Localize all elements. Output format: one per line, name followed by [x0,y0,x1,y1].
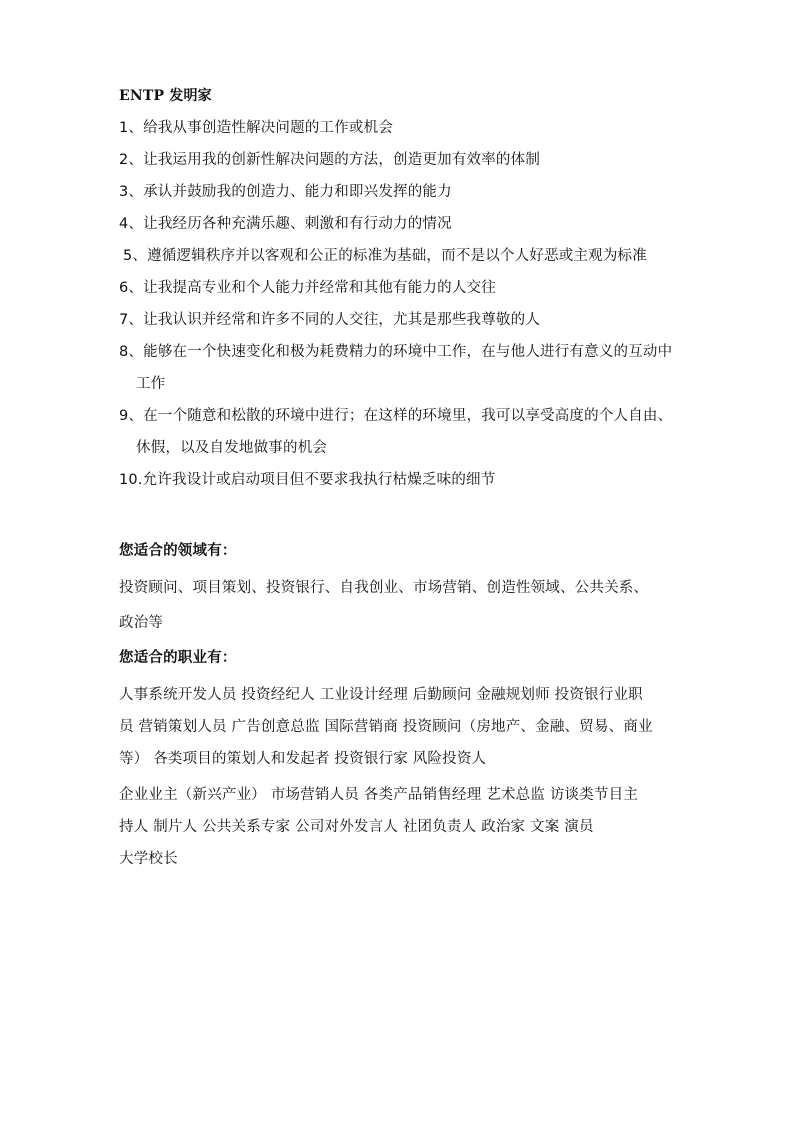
careers-heading: 您适合的职业有： [119,649,237,666]
list-item: 2、让我运用我的创新性解决问题的方法，创造更加有效率的体制 [119,152,541,168]
list-item: 8、能够在一个快速变化和极为耗费精力的环境中工作，在与他人进行有意义的互动中 [119,344,673,360]
list-item-continuation: 工作 [136,376,166,392]
careers-line: 人事系统开发人员 投资经纪人 工业设计经理 后勤顾问 金融规划师 投资银行业职 [119,687,643,703]
careers-line: 持人 制片人 公共关系专家 公司对外发言人 社团负责人 政治家 文案 演员 [119,819,594,835]
careers-line: 大学校长 [119,851,178,867]
fields-heading: 您适合的领域有： [119,542,237,559]
careers-line: 等） 各类项目的策划人和发起者 投资银行家 风险投资人 [119,751,487,767]
list-item-continuation: 休假，以及自发地做事的机会 [136,440,328,456]
list-item: 7、让我认识并经常和许多不同的人交往，尤其是那些我尊敬的人 [119,312,541,328]
fields-line: 政治等 [119,615,164,631]
careers-line: 员 营销策划人员 广告创意总监 国际营销商 投资顾问（房地产、金融、贸易、商业 [119,719,653,735]
list-item: 4、让我经历各种充满乐趣、刺激和有行动力的情况 [119,216,452,232]
list-item: 6、让我提高专业和个人能力并经常和其他有能力的人交往 [119,280,496,296]
list-item: 10.允许我设计或启动项目但不要求我执行枯燥乏味的细节 [119,472,496,488]
list-item: 1、给我从事创造性解决问题的工作或机会 [119,120,394,136]
list-item: 3、承认并鼓励我的创造力、能力和即兴发挥的能力 [119,184,452,200]
careers-line: 企业业主（新兴产业） 市场营销人员 各类产品销售经理 艺术总监 访谈类节目主 [119,787,639,803]
document-title: ENTP 发明家 [119,88,212,104]
list-item: 5、遵循逻辑秩序并以客观和公正的标准为基础，而不是以个人好恶或主观为标准 [123,248,647,264]
fields-line: 投资顾问、项目策划、投资银行、自我创业、市场营销、创造性领域、公共关系、 [119,580,649,596]
list-item: 9、在一个随意和松散的环境中进行；在这样的环境里，我可以享受高度的个人自由、 [119,408,673,424]
